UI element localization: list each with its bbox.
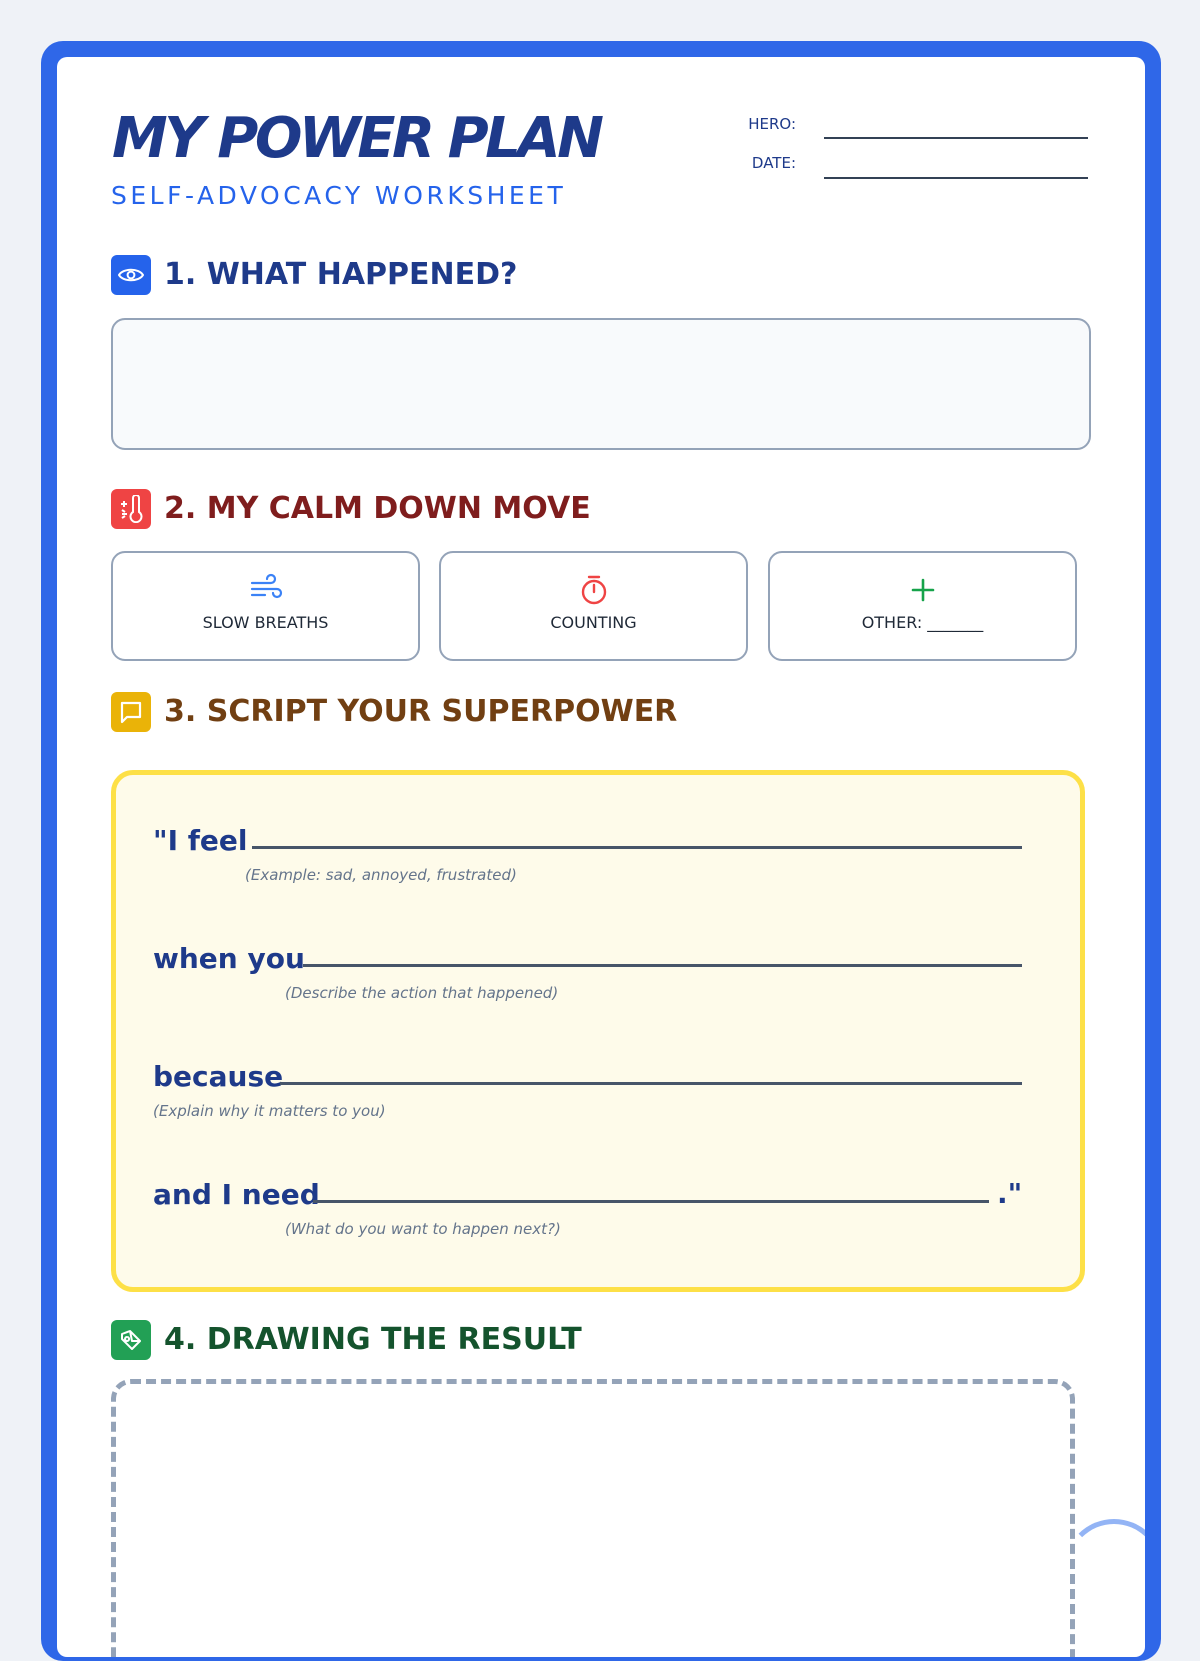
section-title-calm-down: 2. MY CALM DOWN MOVE	[164, 491, 591, 526]
section-script-header	[111, 692, 677, 732]
worksheet-page	[57, 57, 1145, 1657]
script-hint-feel: (Example: sad, annoyed, frustrated)	[245, 866, 517, 884]
page-title: MY POWER PLAN	[112, 106, 601, 171]
section-title-what-happened: 1. WHAT HAPPENED?	[164, 257, 518, 292]
section-title-script: 3. SCRIPT YOUR SUPERPOWER	[164, 694, 678, 729]
script-closing-quote: ."	[997, 1177, 1023, 1210]
calm-option-counting[interactable]	[439, 551, 748, 661]
calm-option-slow-breaths[interactable]	[111, 551, 420, 661]
calm-option-other[interactable]	[768, 551, 1077, 661]
section-calm-down-header	[111, 489, 591, 529]
speech-bubble-icon	[111, 692, 151, 732]
drawing-area[interactable]	[111, 1379, 1075, 1657]
section-drawing-header	[111, 1320, 582, 1360]
date-label: DATE:	[751, 154, 796, 172]
section-title-drawing: 4. DRAWING THE RESULT	[164, 1322, 582, 1357]
decorative-arc	[1064, 1519, 1145, 1619]
script-panel	[111, 770, 1085, 1292]
script-lead-because: because	[153, 1060, 284, 1093]
script-hint-need: (What do you want to happen next?)	[285, 1220, 561, 1238]
page-subtitle: SELF-ADVOCACY WORKSHEET	[111, 181, 567, 210]
calm-option-label: COUNTING	[550, 613, 637, 632]
thermometer-icon	[111, 489, 151, 529]
what-happened-input[interactable]	[111, 318, 1091, 450]
script-hint-when: (Describe the action that happened)	[285, 984, 559, 1002]
script-hint-because: (Explain why it matters to you)	[153, 1102, 386, 1120]
eye-icon	[111, 255, 151, 295]
hero-label: HERO:	[748, 115, 796, 133]
script-blank-feel[interactable]	[252, 846, 1022, 849]
date-field[interactable]	[824, 177, 1088, 179]
timer-icon	[441, 573, 746, 607]
wind-icon	[113, 573, 418, 607]
script-blank-when[interactable]	[303, 964, 1022, 967]
pen-icon	[111, 1320, 151, 1360]
script-lead-when: when you	[153, 942, 305, 975]
script-blank-because[interactable]	[280, 1082, 1022, 1085]
calm-option-label: OTHER: _______	[861, 613, 984, 632]
script-lead-need: and I need	[153, 1178, 320, 1211]
script-blank-need[interactable]	[313, 1200, 989, 1203]
calm-option-label: SLOW BREATHS	[202, 613, 329, 632]
hero-field[interactable]	[824, 137, 1088, 139]
plus-icon	[770, 573, 1075, 607]
section-what-happened-header	[111, 255, 517, 295]
script-lead-feel: "I feel	[153, 824, 248, 857]
